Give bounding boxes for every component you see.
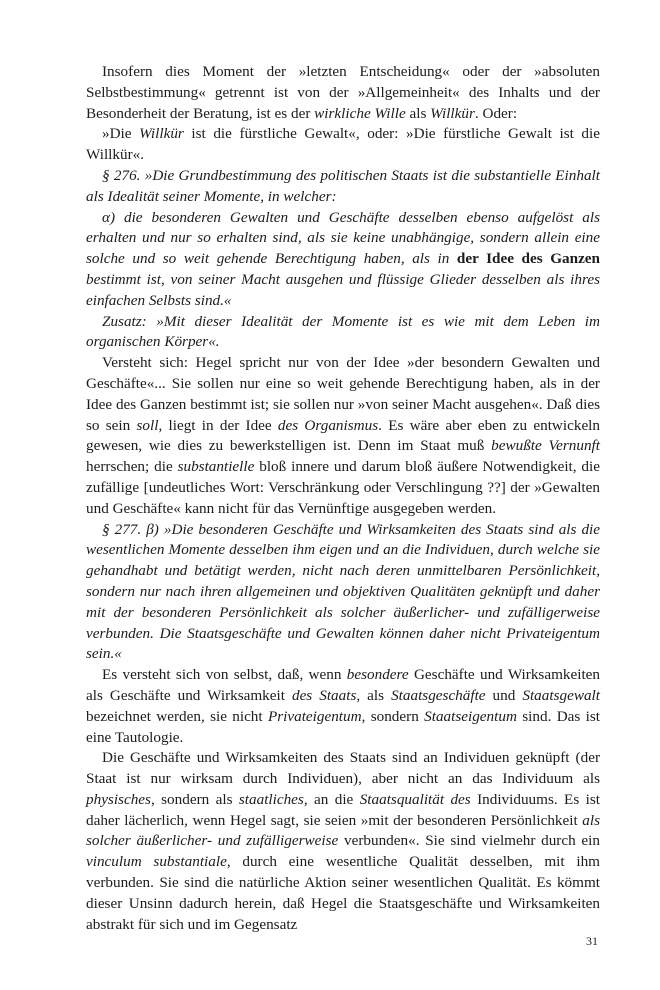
text-run: bezeichnet werden, sie nicht: [86, 707, 268, 725]
paragraph: [86, 520, 600, 666]
text-run: Versteht sich: Hegel spricht nur von der Idee »der besondern Gewalten und Geschäfte«... Sie sollen nur eine so weit gehende Berechtigung haben, als in der Idee des Ganzen bestimmt ist; sie sollen nur »von seiner Macht ausgehen«. Daß dies so sein: [86, 354, 600, 434]
page-number: 31: [586, 934, 598, 948]
text-run: soll: [136, 416, 159, 434]
text-run: Es versteht sich von selbst, daß, wenn: [102, 666, 347, 684]
text-run: Geschäfte und Wirksamkeiten als Geschäfte und Wirksamkeit: [86, 666, 600, 704]
text-run: Staatsgeschäfte: [391, 686, 486, 704]
paragraph: [86, 124, 600, 166]
text-run: . Es wäre aber eben zu entwickeln gewesen, wie dies zu bewerkstelligen ist. Denn im Staat muß: [86, 416, 600, 455]
text-run: , als: [356, 686, 392, 704]
text-run: besondere: [346, 666, 409, 684]
text-run: , durch eine wesentliche Qualität desselben, mit ihm verbunden. Sie sind die natürliche Aktion seiner wesentlichen Qualität. Es kömmt dieser Unsinn dadurch herein, daß Hegel die Staatsgeschäfte und Wirksamkeiten abstrakt für sich und im Gegensatz: [86, 853, 600, 933]
text-run: Privateigentum: [267, 707, 362, 725]
text-run: als: [405, 104, 431, 122]
text-run: als solcher äußerlicher- und zufälligerweise: [86, 811, 600, 850]
text-run: bloß innere und darum bloß äußere Notwendigkeit, die zufällige [undeutliches Wort: Verschränkung oder Verschlingung ??] der »Gewalten und Geschäfte« kann nicht für das Vernünftige ausgegeben werden.: [86, 458, 600, 517]
text-run: Insofern dies Moment der »letzten Entscheidung« oder der »absoluten Selbstbestimmung« getrennt ist von der »Allgemeinheit« des Inhalts und der Besonderheit der Beratung, ist es der: [86, 63, 600, 122]
text-run: und: [485, 686, 523, 704]
text-run: physisches: [86, 790, 151, 808]
text-run: Zusatz: »Mit dieser Idealität der Momente ist es wie mit dem Leben im organischen Körper«.: [86, 312, 600, 351]
text-run: Staatsgewalt: [522, 686, 600, 704]
text-run: , liegt in der Idee: [158, 416, 278, 434]
text-run: Staatsqualität des: [359, 790, 471, 808]
paragraph: [86, 312, 600, 354]
text-run: bewußte Vernunft: [491, 437, 600, 455]
text-run: herrschen; die: [86, 458, 178, 476]
paragraph: [86, 748, 600, 935]
paragraph: [86, 166, 600, 208]
text-run: , an die: [303, 790, 360, 808]
text-run: Staatseigentum: [424, 707, 517, 725]
text-run: substantielle: [177, 458, 255, 476]
text-run: vinculum substantiale: [86, 853, 227, 871]
text-run: . Oder:: [474, 104, 518, 122]
text-run: der Idee des Ganzen: [456, 250, 600, 268]
text-run: »Die: [102, 125, 140, 143]
text-run: Die Geschäfte und Wirksamkeiten des Staats sind an Individuen geknüpft (der Staat ist nur wirksam durch Individuen), aber nicht an das Individuum als: [86, 749, 600, 788]
text-run: des Staats: [291, 686, 357, 704]
text-run: Individuums. Es ist daher lächerlich, wenn Hegel sagt, sie seien »mit der besonderen Persönlichkeit: [86, 790, 600, 829]
paragraph: [86, 62, 600, 124]
text-run: § 276. »Die Grundbestimmung des politischen Staats ist die substantielle Einhalt als Idealität seiner Momente, in welcher:: [86, 166, 600, 205]
text-run: wirkliche Wille: [314, 104, 406, 122]
text-run: bestimmt ist, von seiner Macht ausgehen und flüssige Glieder desselben als ihres einfachen Selbsts sind.«: [86, 270, 600, 309]
text-run: α) die besonderen Gewalten und Geschäfte desselben ebenso aufgelöst als erhalten und nur so erhalten sind, als sie keine unabhängige, sondern allein eine solche und so weit gehende Berechtigung haben, als in: [86, 208, 600, 268]
text-run: ist die fürstliche Gewalt«, oder: »Die fürstliche Gewalt ist die Willkür«.: [86, 125, 600, 164]
text-run: Willkür: [139, 125, 184, 143]
text-run: staatliches: [238, 790, 304, 808]
paragraph: [86, 665, 600, 748]
text-run: Willkür: [430, 104, 475, 122]
paragraph: [86, 353, 600, 519]
book-page-text: [86, 62, 600, 935]
text-run: des Organismus: [277, 416, 379, 434]
text-run: , sondern: [361, 707, 425, 725]
text-run: § 277. β) »Die besonderen Geschäfte und Wirksamkeiten des Staats sind als die wesentlichen Momente desselben ihm eigen und an die Individuen, durch welche sie gehandhabt und betätigt werden, nicht nach deren unmittelbaren Persönlichkeit, sondern nur nach ihren allgemeinen und objektiven Qualitäten geknüpft und daher mit der besonderen Persönlichkeit als solcher äußerlicher- und zufälligerweise verbunden. Die Staatsgeschäfte und Gewalten können daher nicht Privateigentum sein.«: [86, 520, 600, 663]
paragraph: [86, 208, 600, 312]
text-run: , sondern als: [150, 790, 239, 808]
text-run: verbunden«. Sie sind vielmehr durch ein: [338, 832, 600, 850]
text-run: sind. Das ist eine Tautologie.: [86, 707, 600, 746]
